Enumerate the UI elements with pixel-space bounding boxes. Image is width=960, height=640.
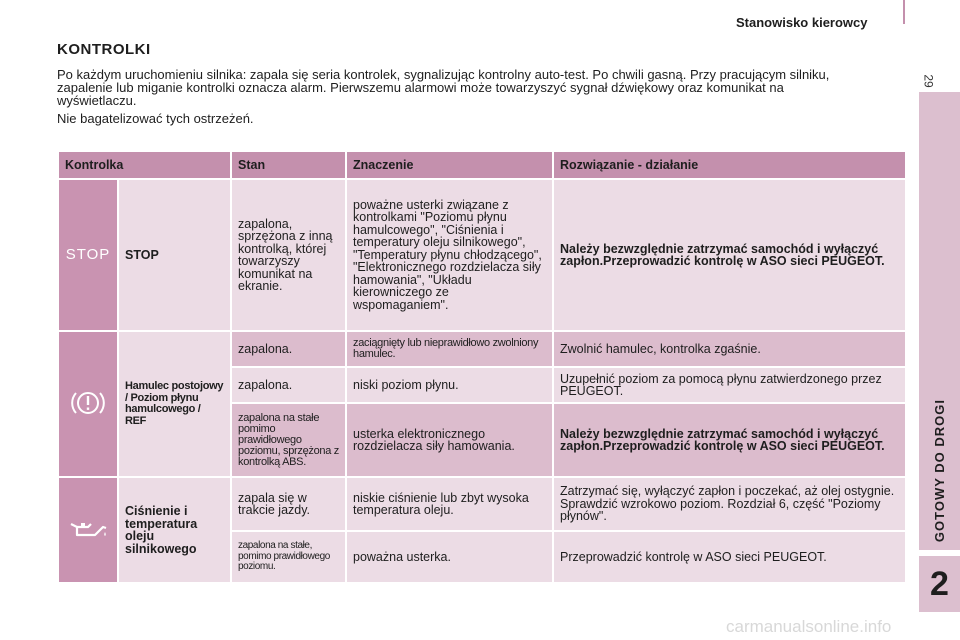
chapter-tab-label-wrap <box>919 92 960 550</box>
brake-state-2: zapalona. <box>232 368 345 402</box>
oil-state-1: zapala się w trakcie jazdy. <box>232 478 345 530</box>
stop-icon-cell <box>59 180 117 330</box>
oil-icon-cell <box>59 478 117 582</box>
brake-action-1: Zwolnić hamulec, kontrolka zgaśnie. <box>554 332 905 366</box>
brake-meaning-3: usterka elektronicznego rozdzielacza siły hamowania. <box>347 404 552 476</box>
brake-warning-icon <box>71 388 105 418</box>
oil-action-2: Przeprowadzić kontrolę w ASO sieci PEUGEOT. <box>554 532 905 582</box>
chapter-number: 2 <box>919 556 960 612</box>
intro-paragraph: Po każdym uruchomieniu silnika: zapala się seria kontrolek, sygnalizując kontrolny auto-test. Po chwili gasną. Przy pracującym silniku, zapalenie lub miganie kontrolki oznacza alarm. Pierwszemu alarmowi może towarzyszyć sygnał dźwiękowy oraz komunikat na wyświetlaczu. <box>57 67 830 108</box>
brake-action-3: Należy bezwzględnie zatrzymać samochód i wyłączyć zapłon.Przeprowadzić kontrolę w ASO sieci PEUGEOT. <box>554 404 905 476</box>
brake-meaning-1: zaciągnięty lub nieprawidłowo zwolniony hamulec. <box>347 332 552 366</box>
warning-text: Nie bagatelizować tych ostrzeżeń. <box>57 111 254 126</box>
table-row-stop <box>59 180 905 330</box>
chapter-tab-label: GOTOWY DO DROGI <box>932 398 947 542</box>
table-row-brake-1 <box>59 332 905 366</box>
brake-action-2: Uzupełnić poziom za pomocą płynu zatwierdzonego przez PEUGEOT. <box>554 368 905 402</box>
column-header-light: Kontrolka <box>59 152 230 178</box>
table-row-oil-1 <box>59 478 905 530</box>
oil-meaning-2: poważna usterka. <box>347 532 552 582</box>
section-title: KONTROLKI <box>57 41 151 58</box>
oil-state-2: zapalona na stałe, pomimo prawidłowego poziomu. <box>232 532 345 582</box>
watermark: carmanualsonline.info <box>726 617 892 636</box>
column-header-state: Stan <box>232 152 345 178</box>
stop-action: Należy bezwzględnie zatrzymać samochód i wyłączyć zapłon.Przeprowadzić kontrolę w ASO sieci PEUGEOT. <box>554 180 905 330</box>
stop-icon: STOP <box>65 245 111 263</box>
table-header-row <box>59 152 905 178</box>
oil-can-icon <box>68 518 108 540</box>
brake-icon-cell <box>59 332 117 476</box>
stop-name: STOP <box>119 180 230 330</box>
brake-state-3: zapalona na stałe pomimo prawidłowego poziomu, sprzężona z kontrolką ABS. <box>232 404 345 476</box>
brake-state-1: zapalona. <box>232 332 345 366</box>
header-divider <box>903 0 905 24</box>
brake-meaning-2: niski poziom płynu. <box>347 368 552 402</box>
stop-state: zapalona, sprzężona z inną kontrolką, której towarzyszy komunikat na ekranie. <box>232 180 345 330</box>
oil-meaning-1: niskie ciśnienie lub zbyt wysoka temperatura oleju. <box>347 478 552 530</box>
oil-action-1: Zatrzymać się, wyłączyć zapłon i poczekać, aż olej ostygnie. Sprawdzić wzrokowo poziom. Rozdział 6, część "Poziomy płynów". <box>554 478 905 530</box>
brake-name: Hamulec postojowy / Poziom płynu hamulcowego / REF <box>119 332 230 476</box>
oil-name: Ciśnienie i temperatura oleju silnikowego <box>119 478 230 582</box>
warning-lights-table <box>57 150 907 584</box>
column-header-meaning: Znaczenie <box>347 152 552 178</box>
column-header-action: Rozwiązanie - działanie <box>554 152 905 178</box>
header-title: Stanowisko kierowcy <box>736 15 868 30</box>
page-number: 29 <box>921 74 936 88</box>
stop-meaning: poważne usterki związane z kontrolkami "Poziomu płynu hamulcowego", "Ciśnienia i temperatury oleju silnikowego", "Temperatury płynu chłodzącego", "Elektronicznego rozdzielacza siły hamowania", "Układu kierowniczego ze wspomaganiem". <box>347 180 552 330</box>
